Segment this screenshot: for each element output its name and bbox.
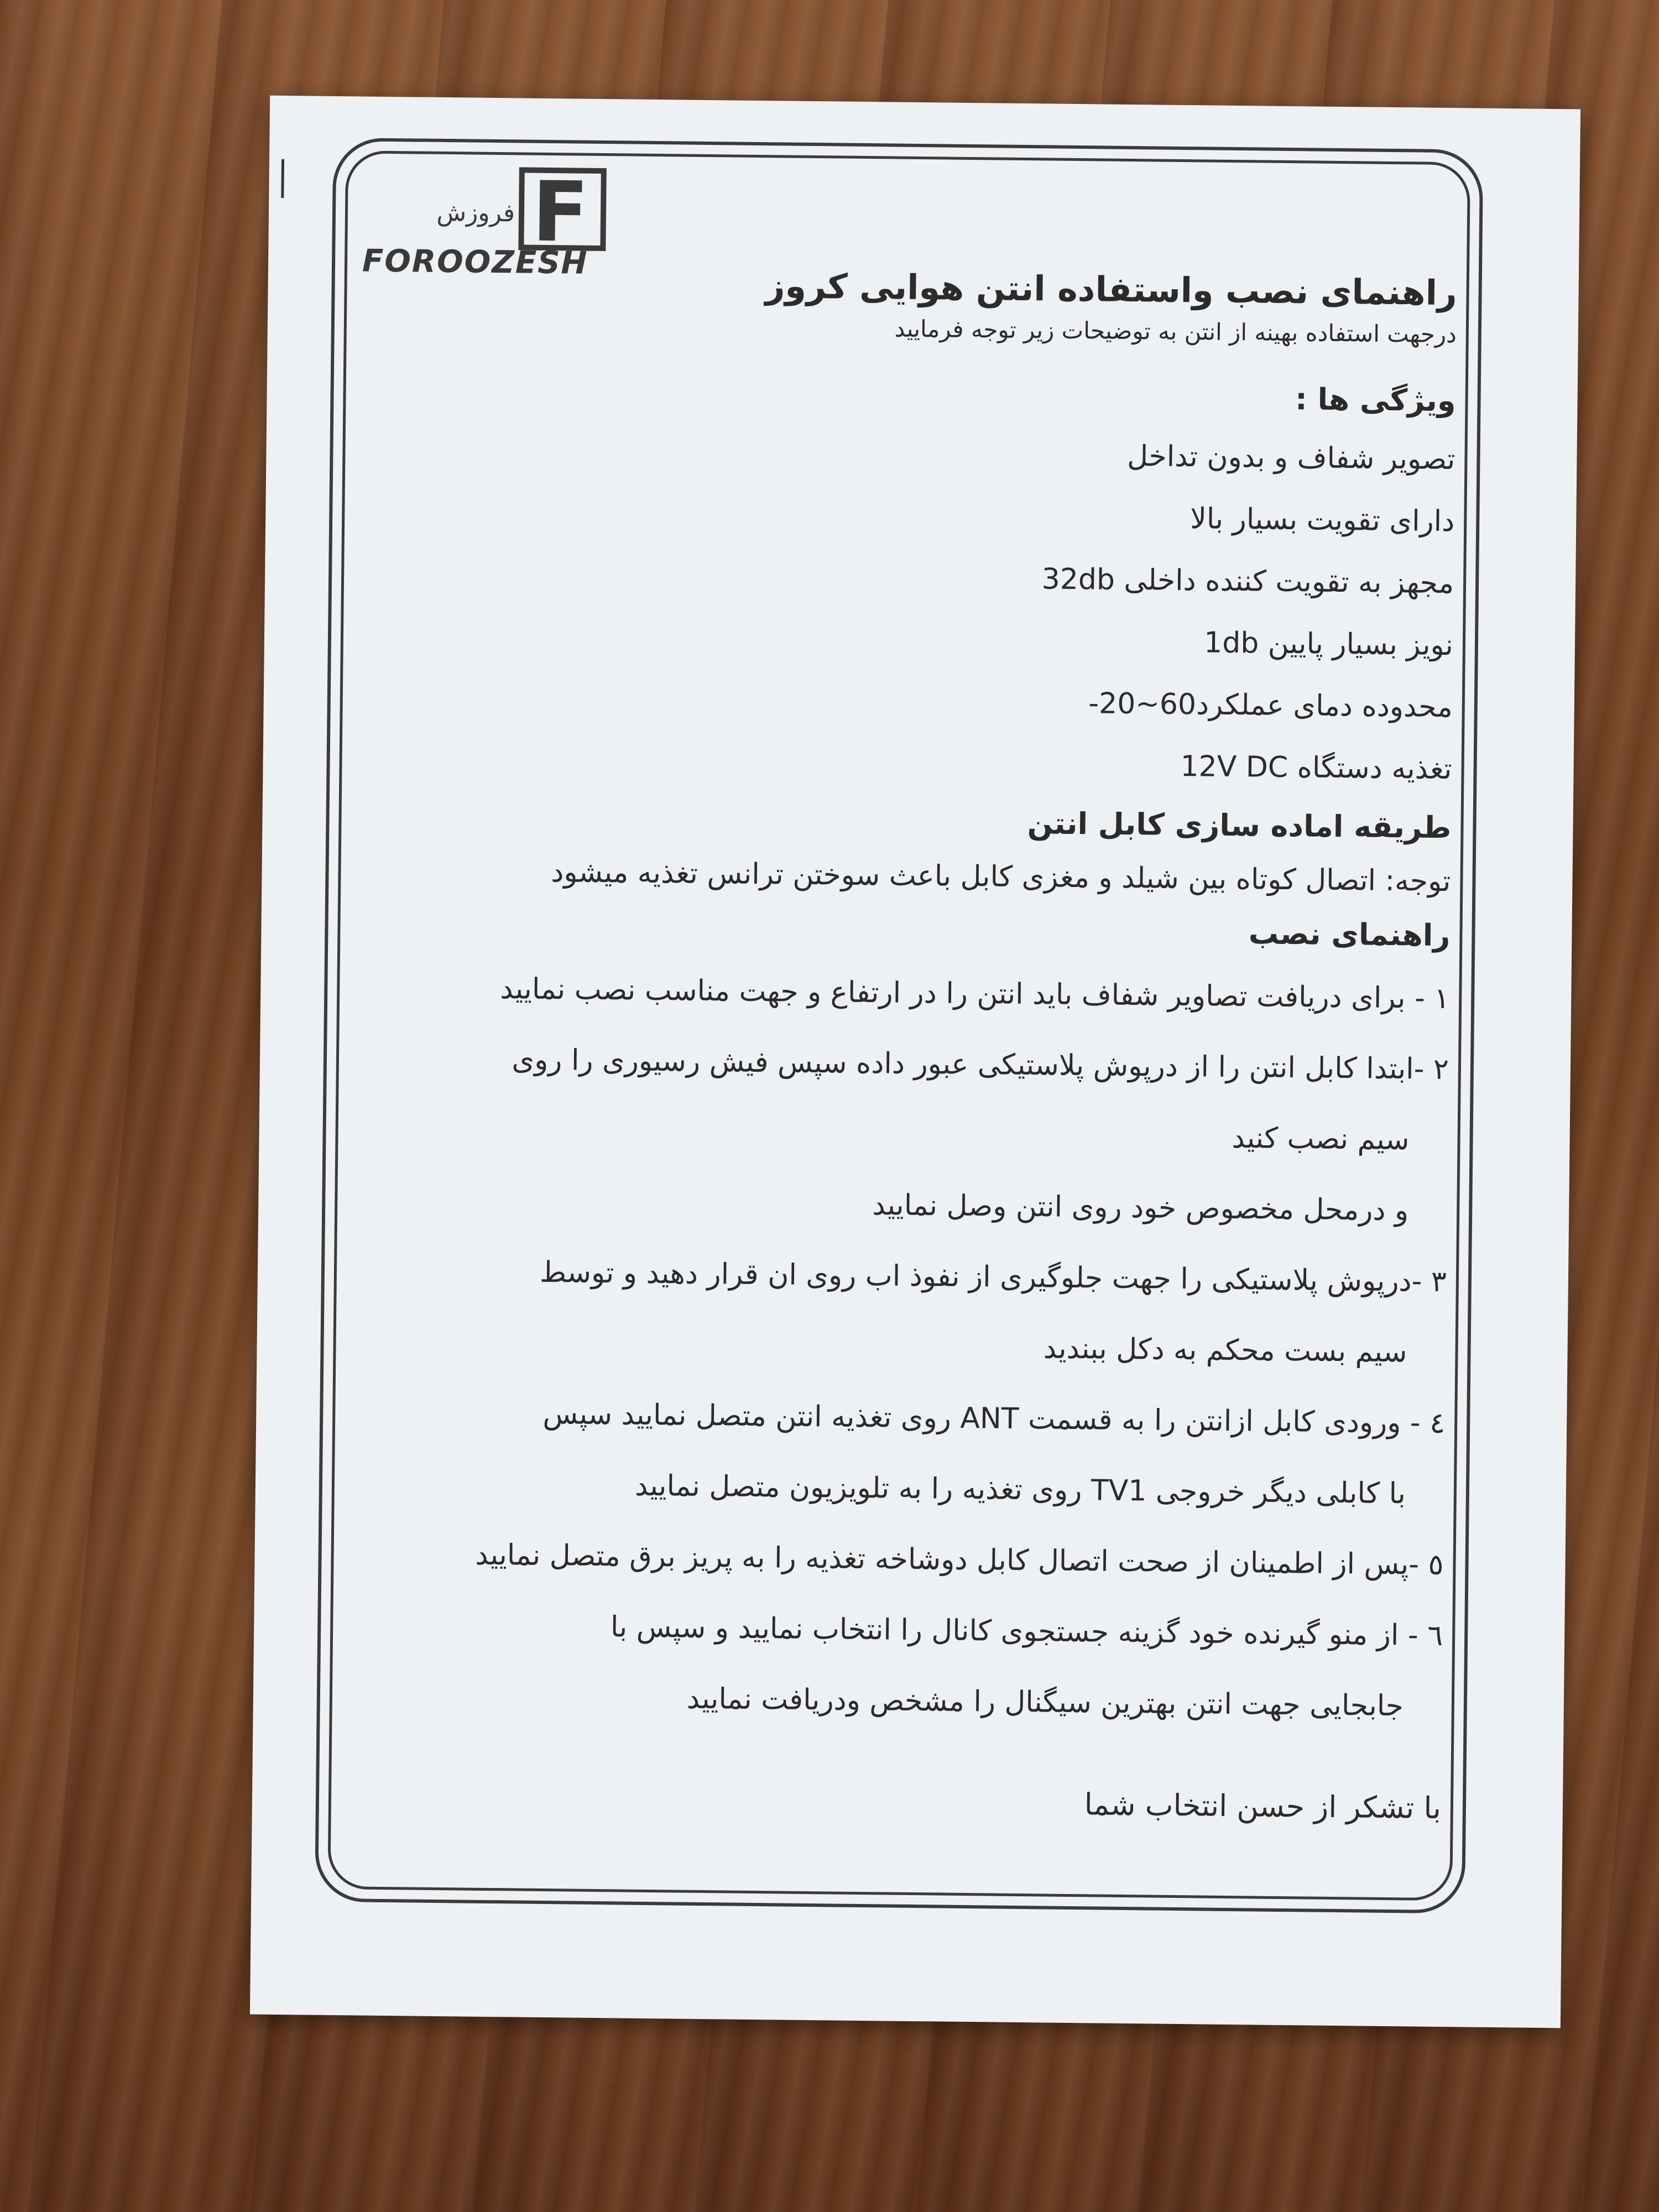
document-subtitle: درجهت استفاده بهینه از انتن به توضیحات زیر توجه فرمایید	[894, 315, 1457, 348]
feature-item: تصویر شفاف و بدون تداخل	[1126, 439, 1455, 477]
feature-item: مجهز به تقویت کننده داخلی 32db	[1041, 562, 1454, 601]
logo-name-persian: فروزش	[436, 198, 515, 228]
feature-item: دارای تقویت بسیار بالا	[1190, 502, 1455, 539]
install-step: ٥ -پس از اطمینان از صحت اتصال کابل دوشاخه تغذیه را به پریز برق متصل نمایید	[475, 1538, 1444, 1582]
install-step: ۲ -ابتدا کابل انتن را از درپوش پلاستیکی عبور داده سپس فیش رسیوری را روی	[512, 1043, 1449, 1087]
install-step-continuation: جابجایی جهت انتن بهترین سیگنال را مشخص ودریافت نمایید	[686, 1682, 1404, 1723]
closing-thanks: با تشکر از حسن انتخاب شما	[1084, 1787, 1442, 1826]
features-heading: ویژگی ها :	[1295, 382, 1456, 419]
document-title: راهنمای نصب واستفاده انتن هوایی کروز	[765, 265, 1457, 314]
install-step-continuation: سیم نصب کنید	[1232, 1121, 1410, 1157]
install-step: ۱ - برای دریافت تصاویر شفاف باید انتن را در ارتفاع و جهت مناسب نصب نمایید	[500, 972, 1450, 1016]
feature-item: تغذیه دستگاه 12V DC	[1180, 749, 1452, 786]
document-body	[362, 260, 1457, 1841]
cable-note: توجه: اتصال کوتاه بین شیلد و مغزی کابل باعث سوختن ترانس تغذیه میشود	[550, 855, 1451, 899]
install-step: ٦ - از منو گیرنده خود گزینه جستجوی کانال را انتخاب نمایید و سپس با	[610, 1610, 1443, 1653]
feature-item: نویز بسیار پایین 1db	[1203, 626, 1454, 662]
install-step-continuation: و درمحل مخصوص خود روی انتن وصل نمایید	[872, 1188, 1409, 1228]
install-heading: راهنمای نصب	[1248, 916, 1451, 953]
install-step: ۳ -درپوش پلاستیکی را جهت جلوگیری از نفوذ اب روی ان قرار دهید و توسط	[539, 1255, 1447, 1299]
margin-mark	[281, 159, 284, 198]
logo-mark: F	[531, 164, 589, 261]
instruction-sheet	[250, 96, 1580, 2028]
logo-name-english: FOROOZESH	[362, 243, 588, 281]
cable-heading: طریقه اماده سازی کابل انتن	[1027, 806, 1452, 846]
install-step-continuation: سیم بست محکم به دکل ببندید	[1043, 1332, 1407, 1369]
install-step: ٤ - ورودی کابل ازانتن را به قسمت ANT روی تغذیه انتن متصل نمایید سپس	[542, 1397, 1446, 1441]
logo-mark-box	[518, 164, 607, 261]
install-step-continuation: با کابلی دیگر خروجی TV1 روی تغذیه را به تلویزیون متصل نمایید	[634, 1469, 1406, 1511]
feature-item: محدوده دمای عملکرد60~20-	[1088, 687, 1453, 724]
